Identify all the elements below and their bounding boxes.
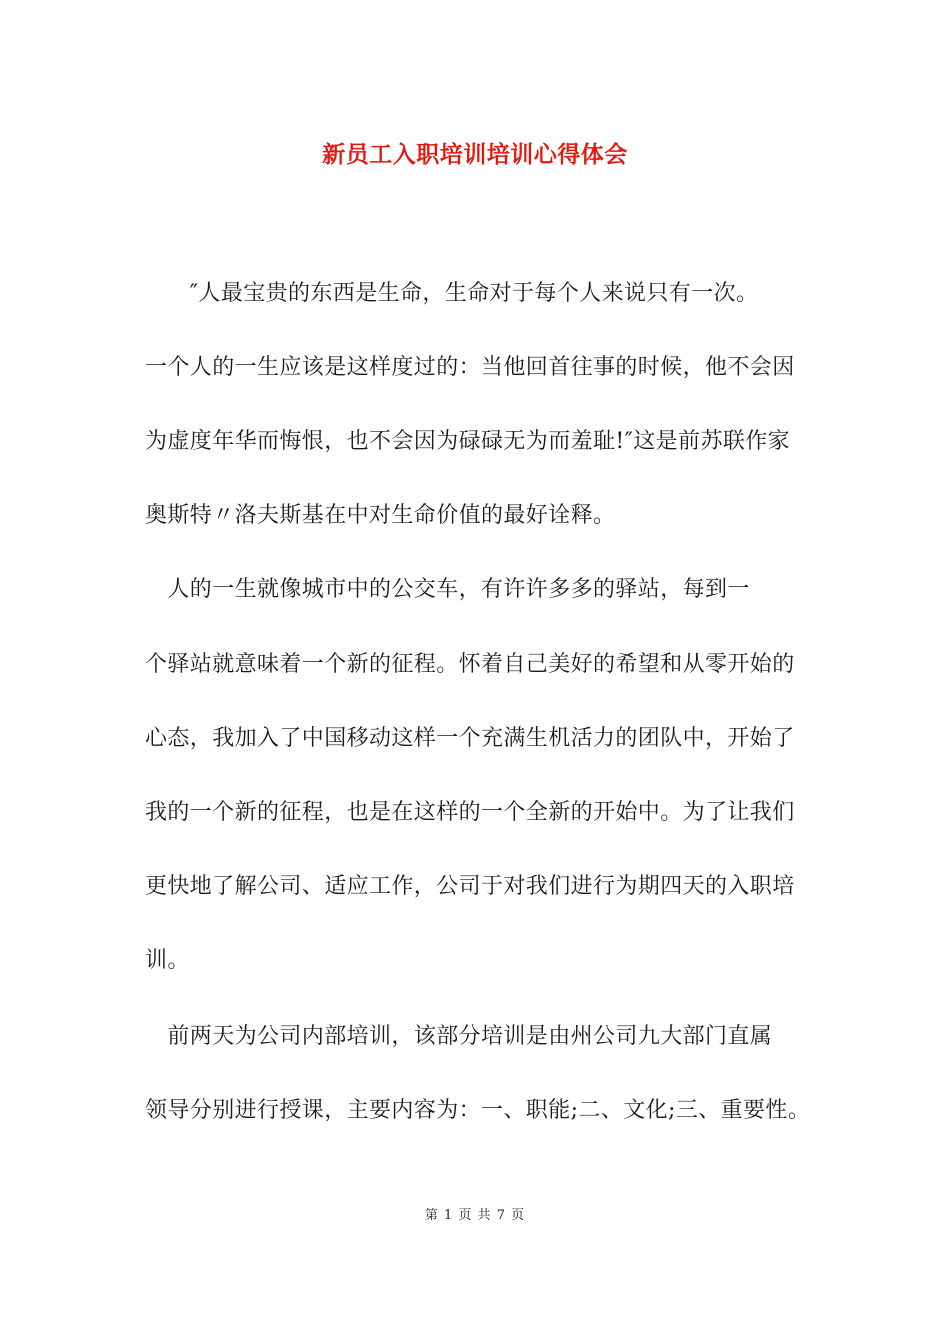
body-line: 我的一个新的征程，也是在这样的一个全新的开始中。为了让我们 (145, 800, 795, 825)
body-line: 奥斯特〃洛夫斯基在中对生命价值的最好诠释。 (145, 503, 616, 528)
body-line: 为虚度年华而悔恨，也不会因为碌碌无为而羞耻!″这是前苏联作家 (145, 429, 791, 454)
body-line: ″人最宝贵的东西是生命，生命对于每个人来说只有一次。 (145, 281, 759, 306)
document-title: 新员工入职培训培训心得体会 (322, 141, 628, 168)
body-line: 心态，我加入了中国移动这样一个充满生机活力的团队中，开始了 (145, 726, 795, 751)
body-line: 前两天为公司内部培训，该部分培训是由州公司九大部门直属 (145, 1024, 773, 1049)
body-line: 训。 (145, 948, 190, 973)
body-line: 更快地了解公司、适应工作，公司于对我们进行为期四天的入职培 (145, 874, 795, 899)
body-line: 人的一生就像城市中的公交车，有许许多多的驿站，每到一 (145, 577, 750, 602)
body-line: 领导分别进行授课，主要内容为：一、职能;二、文化;三、重要性。 (145, 1098, 811, 1123)
page-footer: 第 1 页 共 7 页 (424, 1208, 526, 1223)
body-line: 一个人的一生应该是这样度过的：当他回首往事的时候，他不会因 (145, 355, 795, 380)
body-line: 个驿站就意味着一个新的征程。怀着自己美好的希望和从零开始的 (145, 652, 795, 677)
